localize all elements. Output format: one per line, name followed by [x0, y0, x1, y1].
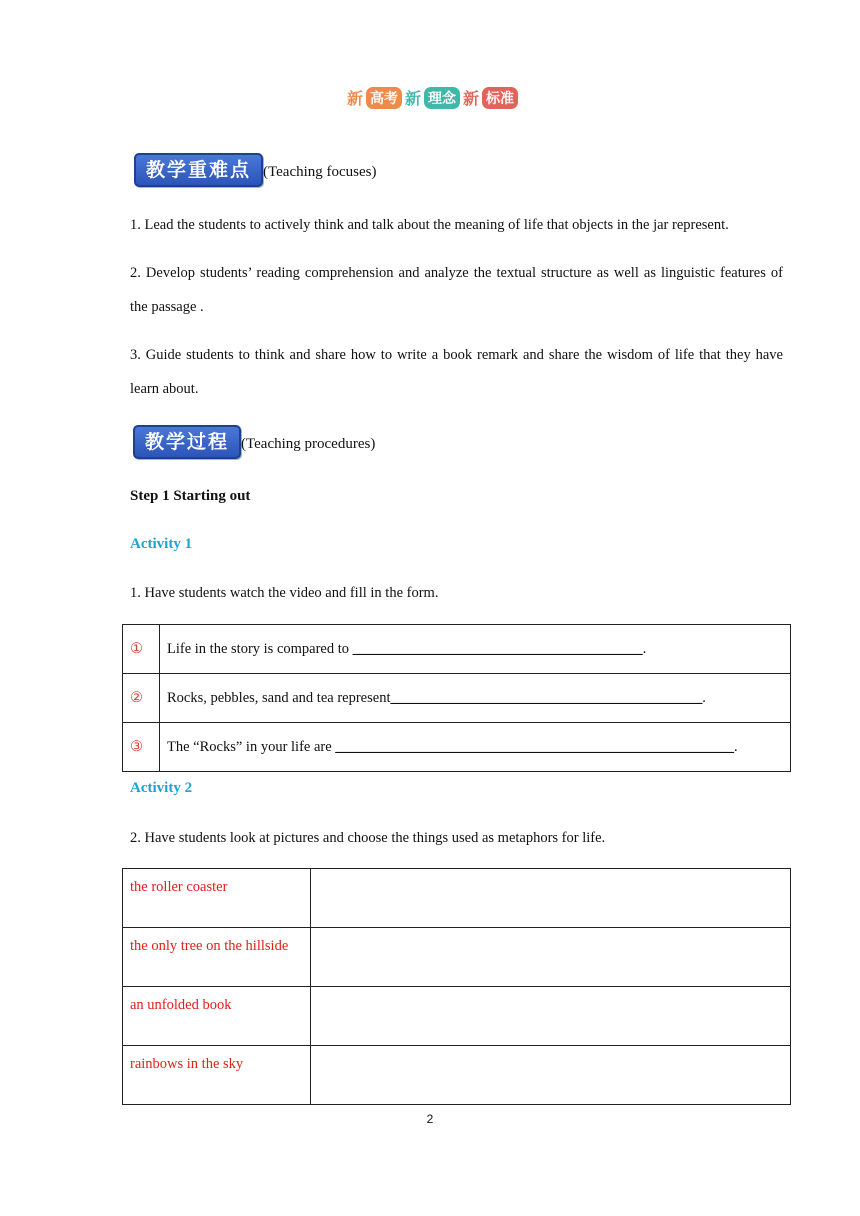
row-text: The “Rocks” in your life are _______________________________________________________. — [160, 723, 791, 772]
row-text: Rocks, pebbles, sand and tea represent___________________________________________. — [160, 674, 791, 723]
logo-part: 新 — [347, 89, 364, 108]
row-number: ① — [123, 625, 160, 674]
metaphor-option: an unfolded book — [123, 987, 311, 1046]
picture-cell — [311, 1046, 791, 1105]
fill-blank[interactable]: ___________________________________________ — [390, 689, 703, 706]
table-row — [123, 928, 791, 987]
logo-part: 新 — [405, 89, 422, 108]
metaphor-option: the roller coaster — [123, 869, 311, 928]
page-number: 2 — [426, 1112, 434, 1126]
focuses-badge: 教学重难点 — [134, 153, 263, 187]
picture-cell — [311, 869, 791, 928]
metaphor-option: the only tree on the hillside — [123, 928, 311, 987]
row-text: Life in the story is compared to ________________________________________. — [160, 625, 791, 674]
table-row — [123, 1046, 791, 1105]
table-row — [123, 674, 791, 723]
focuses-heading — [134, 153, 377, 187]
logo-part: 新 — [463, 89, 480, 108]
focus-item-1: 1. Lead the students to actively think and talk about the meaning of life that objects in the jar represent. — [130, 217, 729, 233]
row-number: ② — [123, 674, 160, 723]
table-row — [123, 723, 791, 772]
activity-2-instruction: 2. Have students look at pictures and choose the things used as metaphors for life. — [130, 830, 606, 846]
procedures-note: (Teaching procedures) — [241, 436, 376, 452]
metaphor-option: rainbows in the sky — [123, 1046, 311, 1105]
procedures-badge: 教学过程 — [133, 425, 241, 459]
activity-2-table — [122, 868, 791, 1105]
logo-part: 标准 — [482, 87, 518, 109]
table-row — [123, 625, 791, 674]
row-number: ③ — [123, 723, 160, 772]
header-logo — [346, 86, 518, 109]
activity-1-title: Activity 1 — [130, 536, 193, 552]
focus-item-2: 2. Develop students’ reading comprehension and analyze the textual structure as well as linguistic features of the passage . — [130, 265, 783, 315]
focus-item-3: 3. Guide students to think and share how to write a book remark and share the wisdom of life that they have learn about. — [130, 347, 783, 397]
logo-part: 高考 — [366, 87, 402, 109]
procedures-heading — [133, 425, 375, 459]
table-row — [123, 987, 791, 1046]
logo-part: 理念 — [424, 87, 460, 109]
fill-blank[interactable]: ________________________________________ — [352, 640, 643, 657]
picture-cell — [311, 987, 791, 1046]
activity-1-table — [122, 624, 791, 772]
step-title: Step 1 Starting out — [130, 488, 251, 504]
activity-2-title: Activity 2 — [130, 780, 193, 796]
fill-blank[interactable]: _______________________________________________________ — [335, 738, 735, 755]
picture-cell — [311, 928, 791, 987]
table-row — [123, 869, 791, 928]
focuses-note: (Teaching focuses) — [263, 164, 377, 180]
activity-1-instruction: 1. Have students watch the video and fill in the form. — [130, 585, 439, 601]
